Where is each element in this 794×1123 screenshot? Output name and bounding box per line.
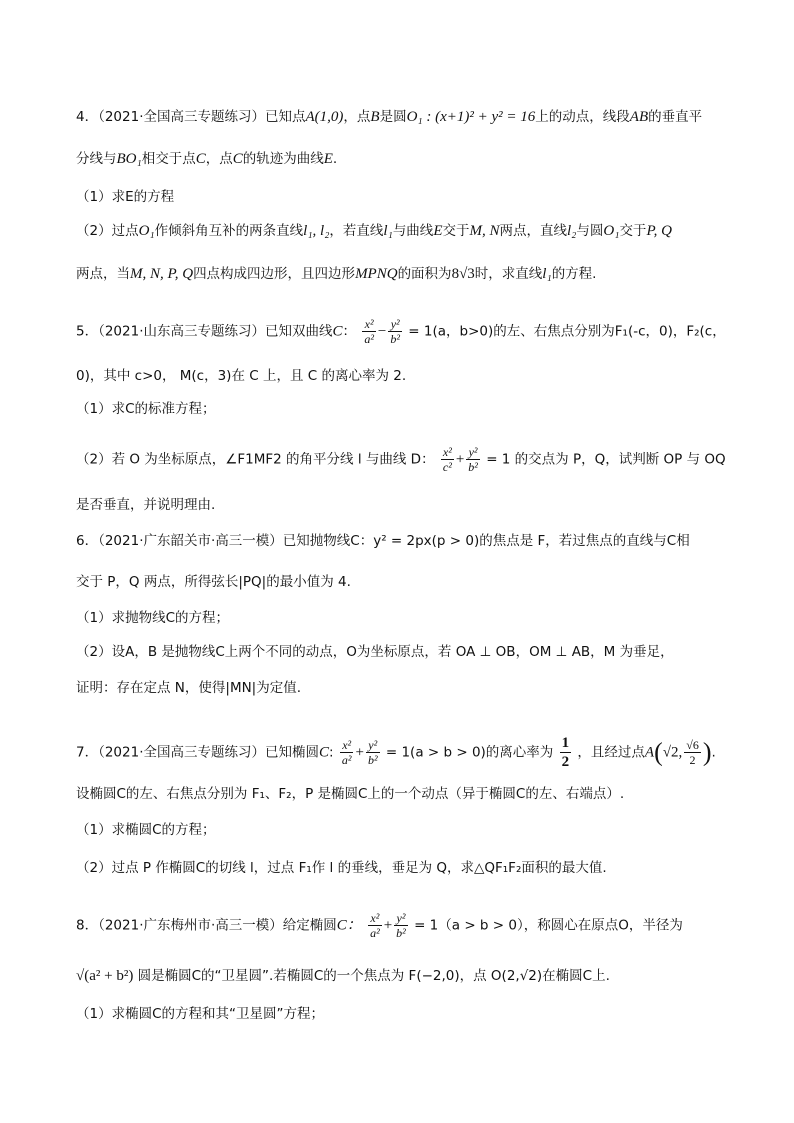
q4-point-c: C [195, 151, 206, 167]
q4-segment-ab: AB [629, 109, 649, 125]
q5-frac-den-a2: a² [364, 332, 374, 346]
q4-curve-e-2: E [433, 223, 443, 239]
q7-sqrt2: √2, [662, 744, 683, 761]
q5-eq-text: = 1(a，b>0)的左、右焦点分别为 [408, 323, 615, 340]
q4-p2-d: 与曲线 [392, 223, 434, 239]
q7-line-2: 设椭圆C的左、右焦点分别为 F₁、F₂，P 是椭圆C上的一个动点（异于椭圆C的左、右端点）. [76, 786, 625, 802]
q4-points-pq: P, Q [646, 223, 672, 239]
q7-line-1 [76, 734, 754, 771]
q7-ellipse-c: C [319, 744, 330, 761]
q4-o1: O₁ [138, 223, 155, 239]
q7-header: 7．（2021·全国高三专题练习）已知椭圆 [76, 744, 319, 761]
q4-p3-a: 两点，当 [76, 266, 130, 282]
q7-part-2: （2）过点 P 作椭圆C的切线 l，过点 F₁作 l 的垂线，垂足为 Q，求△QF₁F₂面积的最大值. [76, 860, 607, 876]
q4-l2-text-a: 分线与 [76, 151, 117, 167]
q4-circle-equation: O₁ : (x+1)² + y² = 16 [406, 109, 536, 125]
q7-colon: : [329, 744, 334, 761]
q5-colon: ： [342, 323, 357, 340]
q8-ellipse-c: C： [336, 917, 362, 934]
q4-header: 4．（2021·全国高三专题练习）已知点 [76, 109, 306, 125]
q4-p2-g: 与圆 [576, 223, 604, 239]
q7-frac-num-sqrt6: √6 [686, 738, 699, 752]
q5-frac2-den-c2: c² [442, 460, 452, 474]
q5-frac-y2-b2 [388, 317, 402, 346]
q4-l2-text-e: . [332, 151, 338, 167]
q4-point-b: B [370, 109, 380, 125]
q5-frac-x2-c2 [441, 445, 454, 474]
q8-eq-text: = 1（a > b > 0），称圆心在原点O，半径为 [414, 917, 683, 934]
q5-frac-y2-b2-2 [466, 445, 480, 474]
q8-line-1 [76, 911, 754, 940]
q7-ecc-den: 2 [561, 754, 570, 770]
q7-dot: . [711, 744, 716, 761]
q7-frac-den-b2: b² [367, 753, 378, 767]
q5-line-1 [76, 317, 754, 346]
q5-frac-den-b2: b² [390, 332, 400, 346]
q7-left-paren: ( [654, 737, 663, 767]
q8-line-2 [76, 966, 754, 986]
q8-frac-y2-b2 [394, 911, 408, 940]
q4-line-l2: l₂ [566, 223, 577, 239]
q6-part-2-cont: 证明：存在定点 N，使得|MN|为定值. [76, 680, 302, 696]
q4-line-l1-b: l₁ [542, 266, 552, 282]
q4-l2-text-d: 的轨迹为曲线 [242, 151, 324, 167]
q7-frac-y2-b2 [366, 738, 380, 767]
q7-frac-num-y2: y² [366, 738, 380, 753]
q7-eq-text: = 1(a > b > 0)的离心率为 [385, 744, 554, 761]
q5-line-2: 0)，其中 c>0， M(c，3)在 C 上，且 C 的离心率为 2. [76, 368, 407, 384]
q4-o1-b: O₁ [603, 223, 620, 239]
q4-text-2: 是圆 [379, 109, 407, 125]
q4-text-3: 上的动点，线段 [535, 109, 630, 125]
q6-line-1: 6．（2021·广东韶关市·高三一模）已知抛物线C：y² = 2px(p > 0)的焦点是 F，若过焦点的直线与C相 [76, 533, 690, 549]
q7-plus: + [355, 744, 364, 761]
q4-p2-a: （2）过点 [76, 223, 139, 239]
q4-line-1 [76, 107, 754, 127]
q4-points-mnpq: M, N, P, Q [130, 266, 194, 282]
q4-p2-f: 两点，直线 [499, 223, 567, 239]
q4-line-2 [76, 149, 754, 169]
q4-points-mn: M, N [469, 223, 500, 239]
q7-frac-x2-a2 [340, 738, 354, 767]
q7-eccentricity [560, 734, 572, 771]
q5-frac-num-x2: x² [362, 317, 376, 332]
q4-bo1: BO₁ [116, 151, 142, 167]
q7-point-a: A [644, 744, 655, 761]
q4-p2-c: ，若直线 [329, 223, 384, 239]
q4-p3-c: 的面积为 [397, 266, 452, 282]
q5-p2-a: （2）若 O 为坐标原点，∠F1MF2 的角平分线 l 与曲线 D： [76, 451, 435, 468]
q6-part-1: （1）求抛物线C的方程； [76, 610, 230, 626]
q8-frac-den-b2: b² [396, 926, 406, 940]
q7-pass-text: ，且经过点 [577, 744, 645, 761]
q4-lines-l1-l2: l₁, l₂ [303, 223, 330, 239]
q7-frac-den-2: 2 [689, 753, 696, 767]
q4-area-value: 8√3 [451, 266, 475, 282]
q4-p3-d: 时，求直线 [474, 266, 543, 282]
q4-point-a: A(1,0) [305, 109, 344, 125]
q5-part-2 [76, 445, 754, 474]
q6-line-2: 交于 P，Q 两点，所得弦长|PQ|的最小值为 4. [76, 574, 351, 590]
q4-p3-e: 的方程. [551, 266, 597, 282]
q4-p3-b: 四点构成四边形，且四边形 [193, 266, 356, 282]
q8-frac-num-y2: y² [394, 911, 408, 926]
q4-l2-text-b: 相交于点 [141, 151, 196, 167]
q6-part-2: （2）设A，B 是抛物线C上两个不同的动点，O为坐标原点，若 OA ⊥ OB，OM ⊥ AB，M 为垂足， [76, 644, 674, 660]
q8-frac-num-x2: x² [368, 911, 382, 926]
q5-frac2-num-x2: x² [442, 445, 452, 459]
q7-frac-num-x2: x² [340, 738, 354, 753]
q5-minus: − [377, 323, 387, 340]
q8-header: 8．（2021·广东梅州市·高三一模）给定椭圆 [76, 917, 337, 934]
q4-line-l1: l₁ [383, 223, 393, 239]
q8-radius: √(a² + b²) [76, 968, 134, 984]
q7-right-paren: ) [702, 737, 712, 767]
q7-frac-sqrt6-2 [684, 738, 701, 767]
q8-plus: + [383, 917, 393, 934]
q7-part-1: （1）求椭圆C的方程； [76, 822, 216, 838]
q4-p2-h: 交于 [619, 223, 647, 239]
q4-text-1: ，点 [343, 109, 371, 125]
q8-frac-den-a2: a² [370, 926, 380, 940]
q4-quad-mpnq: MPNQ [355, 266, 398, 282]
q5-frac3-den-b2: b² [468, 460, 478, 474]
q4-text-4: 的垂直平 [648, 109, 703, 125]
q4-part-1: （1）求E的方程 [76, 189, 175, 205]
q4-p2-b: 作倾斜角互补的两条直线 [154, 223, 304, 239]
q5-part-1: （1）求C的标准方程； [76, 401, 216, 417]
q8-part-1: （1）求椭圆C的方程和其“卫星圆”方程； [76, 1006, 325, 1022]
q5-foci: F₁(-c，0)，F₂(c， [614, 323, 726, 340]
q5-part-2-cont: 是否垂直，并说明理由. [76, 497, 216, 513]
q7-frac-den-a2: a² [341, 753, 352, 767]
q4-part-2-cont [76, 264, 754, 284]
q4-point-c-2: C [232, 151, 243, 167]
q4-p2-e: 交于 [442, 223, 470, 239]
q4-curve-e: E [323, 151, 333, 167]
q5-eq2-text: = 1 的交点为 P，Q，试判断 OP 与 OQ [486, 451, 726, 468]
q7-ecc-num: 1 [561, 735, 570, 751]
q4-l2-text-c: ，点 [205, 151, 233, 167]
q5-frac-x2-a2 [362, 317, 376, 346]
q4-part-2 [76, 221, 754, 241]
q5-header: 5．（2021·山东高三专题练习）已知双曲线 [76, 323, 333, 340]
q5-frac-num-y2: y² [388, 317, 402, 332]
q8-frac-x2-a2 [368, 911, 382, 940]
q5-plus: + [455, 451, 465, 468]
q5-frac3-num-y2: y² [466, 445, 480, 460]
q8-line-2-text: 圆是椭圆C的“卫星圆”.若椭圆C的一个焦点为 F(−2,0)，点 O(2,√2)在椭圆C上. [133, 968, 610, 984]
q5-curve-c: C [332, 323, 343, 340]
